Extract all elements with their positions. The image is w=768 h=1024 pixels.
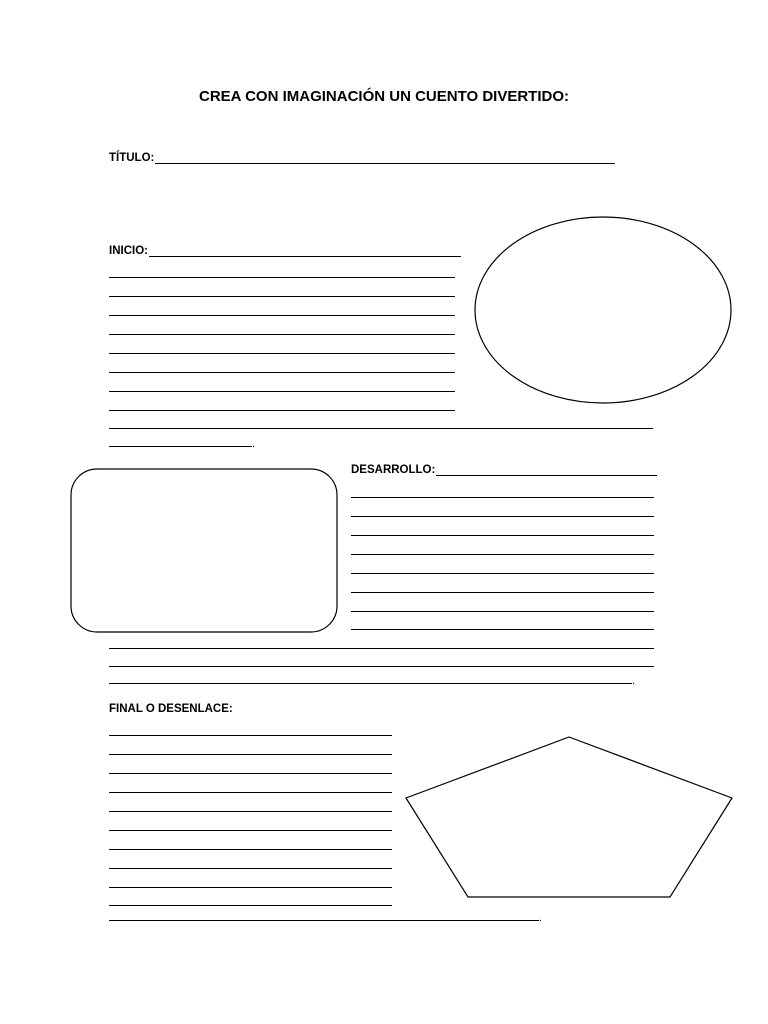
desarrollo-writing-line[interactable] bbox=[351, 592, 654, 593]
inicio-last-line[interactable] bbox=[109, 446, 252, 447]
desarrollo-last-line[interactable] bbox=[109, 683, 632, 684]
inicio-writing-line[interactable] bbox=[109, 410, 455, 411]
final-writing-line[interactable] bbox=[109, 905, 392, 906]
inicio-writing-line[interactable] bbox=[109, 334, 455, 335]
pentagon-drawing-frame[interactable] bbox=[402, 734, 736, 900]
inicio-writing-line[interactable] bbox=[109, 296, 455, 297]
titulo-field[interactable] bbox=[109, 152, 615, 164]
final-writing-line[interactable] bbox=[109, 811, 392, 812]
desarrollo-writing-line[interactable] bbox=[351, 554, 654, 555]
inicio-write-line[interactable] bbox=[149, 246, 461, 257]
final-last-line[interactable] bbox=[109, 920, 539, 921]
final-label-wrap bbox=[109, 703, 233, 715]
desarrollo-field[interactable] bbox=[351, 464, 657, 476]
inicio-writing-line[interactable] bbox=[109, 391, 455, 392]
rounded-rect-drawing-frame[interactable] bbox=[70, 468, 340, 634]
desarrollo-end-dot: . bbox=[632, 675, 636, 687]
inicio-writing-line[interactable] bbox=[109, 372, 455, 373]
desarrollo-writing-line[interactable] bbox=[351, 573, 654, 574]
inicio-label: INICIO: bbox=[109, 245, 148, 257]
inicio-writing-line[interactable] bbox=[109, 428, 653, 429]
desarrollo-writing-line[interactable] bbox=[351, 535, 654, 536]
inicio-writing-line[interactable] bbox=[109, 277, 455, 278]
inicio-writing-line[interactable] bbox=[109, 353, 455, 354]
final-writing-line[interactable] bbox=[109, 735, 392, 736]
inicio-writing-line[interactable] bbox=[109, 315, 455, 316]
titulo-label: TÍTULO: bbox=[109, 152, 155, 164]
inicio-end-dot: . bbox=[252, 438, 256, 450]
final-end-dot: . bbox=[539, 912, 543, 924]
ellipse-drawing-frame[interactable] bbox=[472, 214, 734, 406]
desarrollo-writing-line[interactable] bbox=[351, 497, 654, 498]
final-label: FINAL O DESENLACE: bbox=[109, 703, 233, 715]
final-writing-line[interactable] bbox=[109, 868, 392, 869]
final-writing-line[interactable] bbox=[109, 830, 392, 831]
desarrollo-writing-line[interactable] bbox=[351, 629, 654, 630]
final-writing-line[interactable] bbox=[109, 773, 392, 774]
desarrollo-label: DESARROLLO: bbox=[351, 464, 436, 476]
desarrollo-write-line[interactable] bbox=[436, 465, 657, 476]
final-writing-line[interactable] bbox=[109, 887, 392, 888]
final-writing-line[interactable] bbox=[109, 754, 392, 755]
final-writing-line[interactable] bbox=[109, 792, 392, 793]
desarrollo-writing-line[interactable] bbox=[351, 516, 654, 517]
desarrollo-writing-line[interactable] bbox=[109, 666, 654, 667]
desarrollo-writing-line[interactable] bbox=[109, 648, 654, 649]
inicio-field[interactable] bbox=[109, 245, 461, 257]
page-title: CREA CON IMAGINACIÓN UN CUENTO DIVERTIDO: bbox=[198, 88, 569, 105]
final-writing-line[interactable] bbox=[109, 849, 392, 850]
titulo-write-line[interactable] bbox=[155, 153, 615, 164]
desarrollo-writing-line[interactable] bbox=[351, 611, 654, 612]
